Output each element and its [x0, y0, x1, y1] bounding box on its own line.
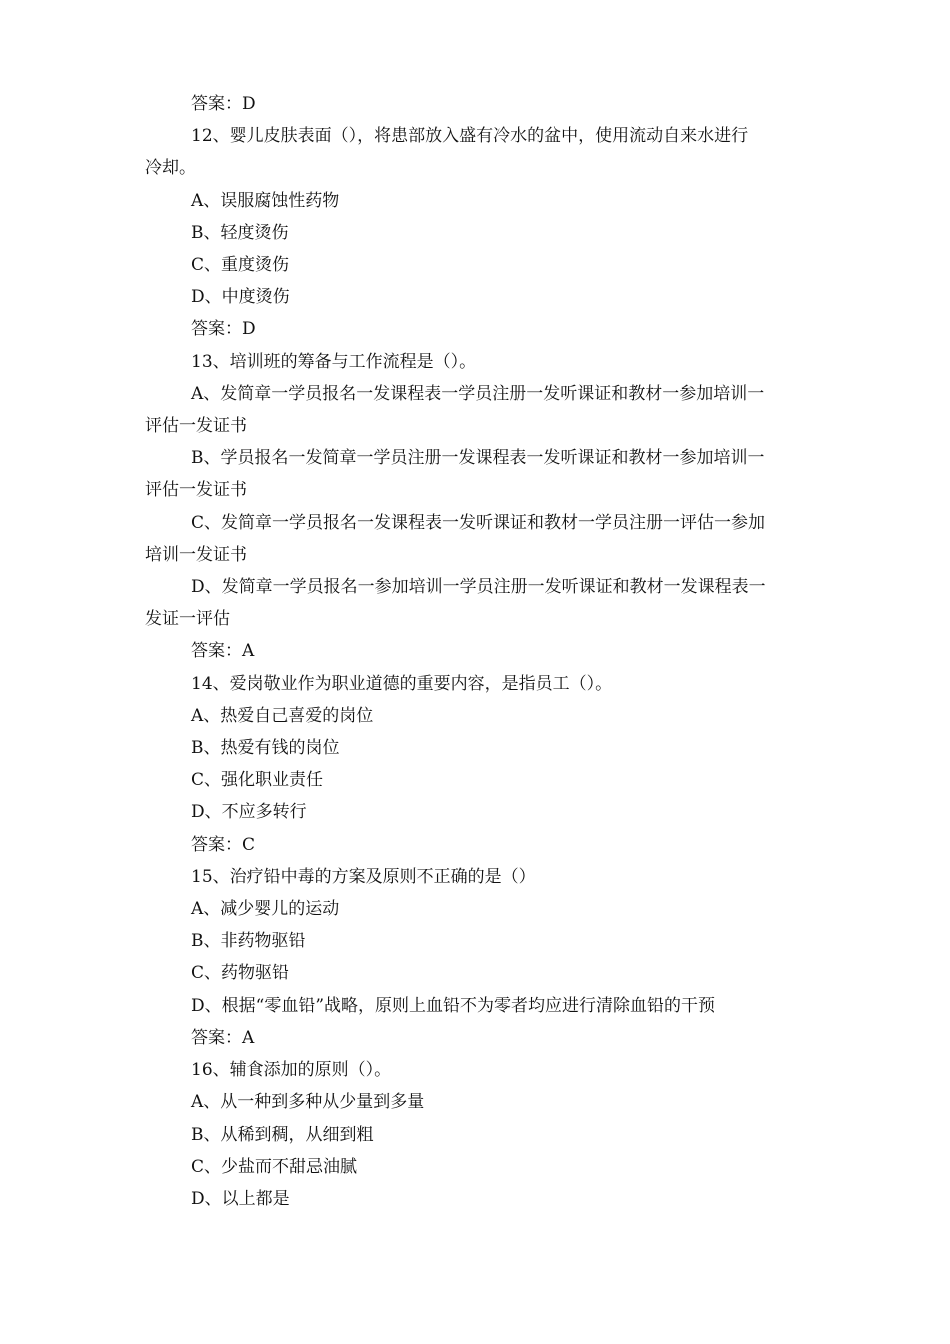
option-line: D、以上都是: [191, 1188, 290, 1209]
answer-line: 答案：A: [191, 1027, 255, 1048]
option-line: C、重度烫伤: [191, 255, 290, 276]
answer-line: 答案：D: [191, 94, 256, 114]
option-line: C、发简章一学员报名一发课程表一发听课证和教材一学员注册一评估一参加: [191, 512, 766, 533]
option-line: A、发简章一学员报名一发课程表一学员注册一发听课证和教材一参加培训一: [191, 383, 765, 404]
option-line: D、发简章一学员报名一参加培训一学员注册一发听课证和教材一发课程表一: [191, 577, 766, 598]
option-line: B、从稀到稠，从细到粗: [191, 1124, 374, 1145]
option-continuation: 评估一发证书: [145, 416, 247, 437]
option-line: A、误服腐蚀性药物: [191, 190, 340, 211]
question-line: 12、婴儿皮肤表面（），将患部放入盛有冷水的盆中，使用流动自来水进行: [191, 126, 749, 147]
option-continuation: 培训一发证书: [145, 544, 247, 565]
option-line: B、非药物驱铅: [191, 931, 306, 952]
option-line: C、强化职业责任: [191, 770, 324, 791]
option-line: B、轻度烫伤: [191, 222, 289, 243]
option-continuation: 评估一发证书: [145, 480, 247, 501]
question-continuation: 冷却。: [145, 158, 196, 179]
question-line: 16、辅食添加的原则（）。: [191, 1060, 392, 1081]
question-line: 13、培训班的筹备与工作流程是（）。: [191, 351, 477, 372]
question-line: 15、治疗铅中毒的方案及原则不正确的是（）: [191, 866, 536, 887]
option-line: D、中度烫伤: [191, 287, 290, 308]
answer-line: 答案：C: [191, 834, 256, 855]
option-line: B、热爱有钱的岗位: [191, 738, 340, 759]
option-line: C、药物驱铅: [191, 963, 290, 984]
question-line: 14、爱岗敬业作为职业道德的重要内容，是指员工（）。: [191, 673, 613, 694]
option-line: A、从一种到多种从少量到多量: [191, 1092, 425, 1113]
option-line: C、少盐而不甜忌油腻: [191, 1156, 358, 1177]
option-line: A、热爱自己喜爱的岗位: [191, 705, 374, 726]
answer-line: 答案：A: [191, 641, 255, 662]
option-line: D、根据“零血铅”战略，原则上血铅不为零者均应进行清除血铅的干预: [191, 995, 716, 1016]
option-line: D、不应多转行: [191, 802, 307, 823]
option-continuation: 发证一评估: [145, 609, 230, 630]
option-line: B、学员报名一发简章一学员注册一发课程表一发听课证和教材一参加培训一: [191, 448, 765, 469]
document-body: [145, 88, 805, 1215]
answer-line: 答案：D: [191, 319, 256, 340]
option-line: A、减少婴儿的运动: [191, 899, 340, 920]
